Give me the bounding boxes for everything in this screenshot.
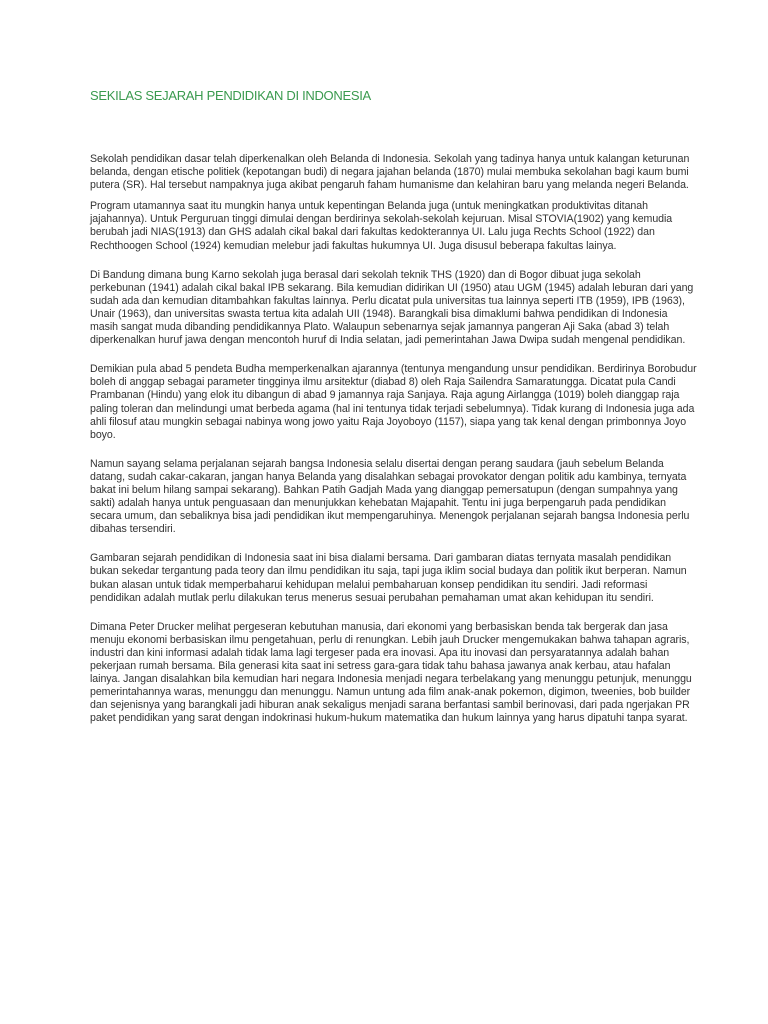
paragraph-6: Gambaran sejarah pendidikan di Indonesia saat ini bisa dialami bersama. Dari gambaran diatas ternyata masalah pendidikan bukan sekedar tergantung pada teory dan ilmu pendidikan itu saja, tapi juga iklim social budaya dan politik ikut berperan. Namun bukan alasan untuk tidak memperbaharui kehidupan melalui pembaharuan konsep pendidikan itu sendiri. Jadi reformasi pendidikan adalah mutlak perlu dilakukan terus menerus sesuai perubahan pemahaman umat akan kehidupan itu sendiri. — [90, 552, 687, 604]
paragraph-4: Demikian pula abad 5 pendeta Budha memperkenalkan ajarannya (tentunya mengandung unsur pendidikan. Berdirinya Borobudur boleh di anggap sebagai parameter tingginya ilmu arsitektur (diabad 8) oleh Raja Sailendra Samaratungga. Dicatat pula Candi Prambanan (Hindu) yang elok itu dibangun di abad 9 jamannya raja Sanjaya. Raja agung Airlangga (1019) boleh dianggap raja paling toleran dan melindungi umat berbeda agama (hal ini tentunya tidak terjadi sebelumnya). Tidak kurang di Indonesia juga ada ahli filosuf atau mungkin sebagai nabinya wong jowo yaitu Raja Joyoboyo (1157), siapa yang tak kenal dengan primbonnya Joyo boyo. — [90, 363, 697, 441]
paragraph-1: Sekolah pendidikan dasar telah diperkenalkan oleh Belanda di Indonesia. Sekolah yang tadinya hanya untuk kalangan keturunan belanda, dengan etische politiek (kepotangan budi) di negara jajahan belanda (1870) mulai membuka sekolahan bagi kaum bumi putera (SR). Hal tersebut nampaknya juga akibat pengaruh faham humanisme dan kelahiran baru yang melanda negeri Belanda. — [90, 153, 690, 192]
paragraph-3: Di Bandung dimana bung Karno sekolah juga berasal dari sekolah teknik THS (1920) dan di Bogor dibuat juga sekolah perkebunan (1941) adalah cikal bakal IPB sekarang. Bila kemudian didirikan UI (1950) atau UGM (1945) adalah leburan dari yang sudah ada dan kemudian ditambahkan fakultas lainnya. Perlu dicatat pula universitas tua lainnya seperti ITB (1959), IPB (1963), Unair (1963), dan universitas swasta tertua kita adalah UII (1948). Barangkali bisa dimaklumi bahwa pendidikan di Indonesia masih sangat muda dibanding pendidikannya Plato. Walaupun sebenarnya sejak jamannya pangeran Aji Saka (abad 3) telah diperkenalkan huruf jawa dengan mencontoh huruf di India selatan, jadi pemerintahan Jawa Dwipa sudah mengenal pendidikan. — [90, 268, 694, 347]
document-title: SEKILAS SEJARAH PENDIDIKAN DI INDONESIA — [90, 88, 371, 103]
paragraph-5: Namun sayang selama perjalanan sejarah bangsa Indonesia selalu disertai dengan perang saudara (jauh sebelum Belanda datang, sudah cakar-cakaran, jangan hanya Belanda yang disalahkan sebagai provokator dengan politik adu kambinya, ternyata bakat ini belum hilang sampai sekarang). Bahkan Patih Gadjah Mada yang dianggap pemersatupun (dengan sumpahnya yang sakti) adalah hanya untuk penguasaan dan menunjukkan kehebatan Majapahit. Tentu ini juga berpengaruh pada pendidikan secara umum, dan sebaliknya bisa jadi pendidikan ikut mempengaruhinya. Menengok perjalanan sejarah bangsa Indonesia perlu dibahas tersendiri. — [90, 457, 690, 536]
paragraph-7: Dimana Peter Drucker melihat pergeseran kebutuhan manusia, dari ekonomi yang berbasiskan benda tak bergerak dan jasa menuju ekonomi berbasiskan ilmu pengetahuan, perlu di renungkan. Lebih jauh Drucker mengemukakan bahwa tahapan agraris, industri dan kini informasi adalah tidak lama lagi tergeser pada era inovasi. Apa itu inovasi dan persyaratannya adalah bahan pekerjaan rumah bersama. Bila generasi kita saat ini setress gara-gara tidak tahu bahasa jawanya anak kerbau, atau hafalan lainya. Jangan disalahkan bila kemudian hari negara Indonesia menjadi negara terbelakang yang menunggu petunjuk, menunggu pemerintahannya waras, menunggu dan menunggu. Namun untung ada film anak-anak pokemon, digimon, tweenies, bob builder dan sejenisnya yang barangkali jadi hiburan anak sekaligus menjadi sarana berfantasi sambil berinovasi, dari pada ngerjakan PR paket pendidikan yang sarat dengan indokrinasi hukum-hukum matematika dan hukum lainnya yang harus dipatuhi tanpa syarat. — [90, 620, 692, 725]
paragraph-2: Program utamannya saat itu mungkin hanya untuk kepentingan Belanda juga (untuk meningkatkan produktivitas ditanah jajahannya). Untuk Perguruan tinggi dimulai dengan berdirinya sekolah-sekolah kejuruan. Misal STOVIA(1902) yang kemudia berubah jadi NIAS(1913) dan GHS adalah cikal bakal dari fakultas kedokterannya UI. Lalu juga Rechts School (1922) dan Rechthoogen School (1924) kemudian melebur jadi fakultas hukumnya UI. Juga disusul beberapa fakultas lainya. — [90, 200, 673, 252]
